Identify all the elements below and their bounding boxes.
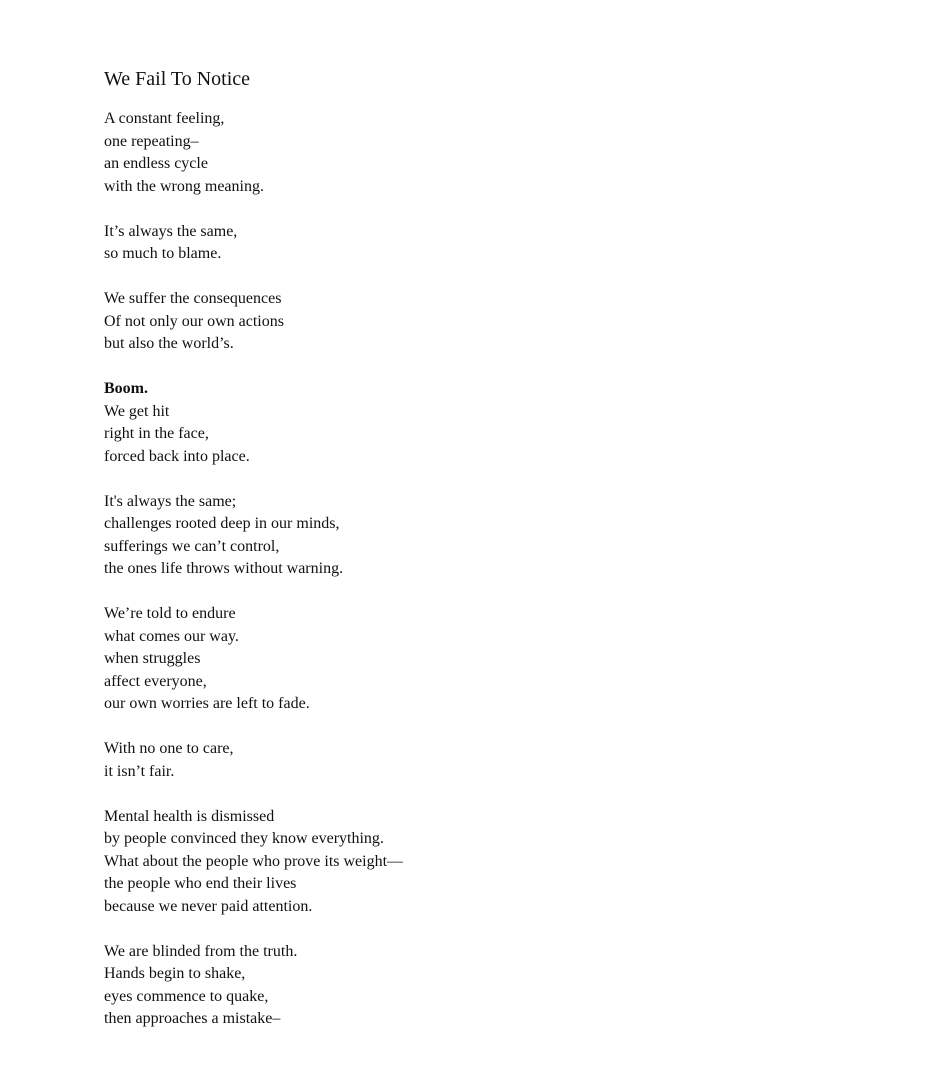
- stanza-9: [104, 941, 864, 1031]
- poem-line: eyes commence to quake,: [104, 987, 269, 1005]
- poem-line: but also the world’s.: [104, 335, 234, 352]
- stanza-1: [104, 108, 864, 198]
- poem-line: sufferings we can’t control,: [104, 537, 280, 555]
- poem-line: the ones life throws without warning.: [104, 560, 344, 577]
- poem-line: It’s always the same,: [104, 222, 238, 240]
- poem-line: an endless cycle: [104, 155, 208, 172]
- poem-line: A constant feeling,: [104, 110, 225, 127]
- poem-line: with the wrong meaning.: [104, 177, 264, 195]
- poem-line: It's always the same;: [104, 492, 237, 510]
- stanza-4: [104, 378, 864, 468]
- poem-line: affect everyone,: [104, 672, 207, 690]
- poem-line: We are blinded from the truth.: [104, 942, 298, 960]
- poem-line: so much to blame.: [104, 245, 222, 262]
- poem-line-emphasis: Boom.: [104, 380, 148, 397]
- poem-line: one repeating–: [104, 132, 199, 150]
- poem-page: [104, 66, 864, 1053]
- poem-line: We suffer the consequences: [104, 290, 282, 307]
- poem-line: Hands begin to shake,: [104, 965, 246, 982]
- poem-line: what comes our way.: [104, 627, 239, 645]
- stanza-2: [104, 221, 864, 266]
- poem-line: We get hit: [104, 402, 170, 420]
- poem-line: right in the face,: [104, 425, 209, 442]
- poem-line: Of not only our own actions: [104, 312, 284, 330]
- poem-line: because we never paid attention.: [104, 897, 313, 915]
- poem-line: We’re told to endure: [104, 605, 236, 622]
- poem-line: our own worries are left to fade.: [104, 695, 310, 712]
- poem-line: Mental health is dismissed: [104, 807, 275, 825]
- poem-line: then approaches a mistake–: [104, 1010, 281, 1027]
- poem-line: by people convinced they know everything.: [104, 830, 384, 847]
- stanza-7: [104, 738, 864, 783]
- poem-line: challenges rooted deep in our minds,: [104, 515, 340, 532]
- poem-line: it isn’t fair.: [104, 762, 175, 780]
- stanza-8: [104, 806, 864, 919]
- poem-line: the people who end their lives: [104, 875, 297, 892]
- poem-line: forced back into place.: [104, 447, 250, 465]
- poem-line: With no one to care,: [104, 740, 234, 757]
- stanza-6: [104, 603, 864, 716]
- stanza-5: [104, 491, 864, 581]
- poem-line: What about the people who prove its weight—: [104, 852, 404, 870]
- poem-line: when struggles: [104, 650, 201, 667]
- poem-title: We Fail To Notice: [104, 68, 251, 90]
- stanza-3: [104, 288, 864, 356]
